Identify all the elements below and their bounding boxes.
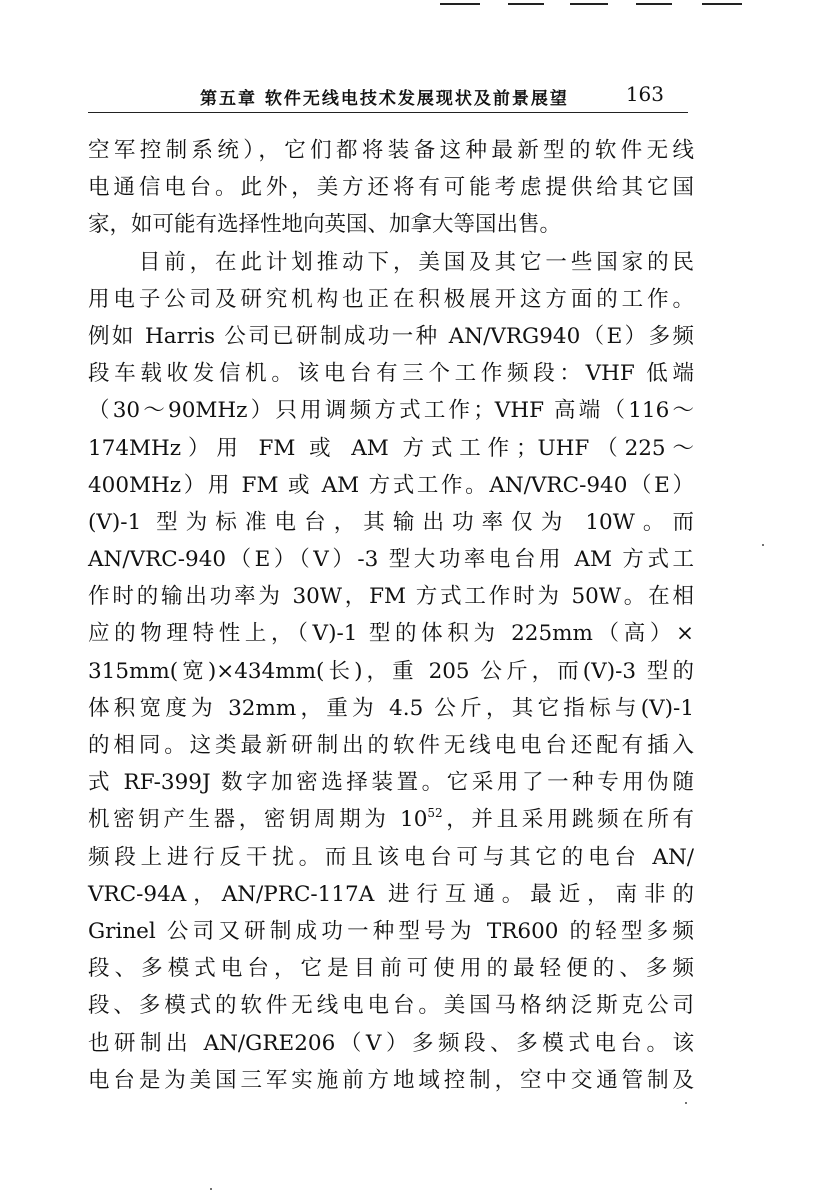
scan-speck xyxy=(762,544,764,546)
text-line: (V)-1 型为标准电台，其输出功率仅为 10W。而 xyxy=(88,509,694,535)
text-line: 400MHz）用 FM 或 AM 方式工作。AN/VRC-940（E） xyxy=(88,472,694,498)
text-line: （30～90MHz）只用调频方式工作；VHF 高端（116～ xyxy=(88,398,694,424)
scan-speck xyxy=(685,1102,687,1104)
page-number: 163 xyxy=(625,82,664,106)
text-line: 空军控制系统），它们都将装备这种最新型的软件无线 xyxy=(88,138,694,163)
text-line: 电台是为美国三军实施前方地域控制，空中交通管制及 xyxy=(88,1067,694,1093)
scan-speck xyxy=(210,1188,212,1190)
chapter-title: 第五章 软件无线电技术发展现状及前景展望 xyxy=(200,89,569,109)
text-line: 段车载收发信机。该电台有三个工作频段：VHF 低端 xyxy=(88,361,694,387)
text-line: 段、多模式电台，它是目前可使用的最轻便的、多频 xyxy=(88,956,694,982)
text-line: 315mm(宽)×434mm(长)，重 205 公斤，而(V)-3 型的 xyxy=(88,658,694,684)
text-line: 的相同。这类最新研制出的软件无线电电台还配有插入 xyxy=(88,733,694,758)
running-header xyxy=(88,80,688,113)
text-line: 频段上进行反干扰。而且该电台可与其它的电台 AN/ xyxy=(88,844,694,870)
text-line: 式 RF-399J 数字加密选择装置。它采用了一种专用伪随 xyxy=(88,770,694,796)
text-line: 段、多模式的软件无线电电台。美国马格纳泛斯克公司 xyxy=(88,993,694,1019)
text-line: 应的物理特性上，（V)-1 型的体积为 225mm（高）× xyxy=(88,621,694,647)
text-line: 作时的输出功率为 30W，FM 方式工作时为 50W。在相 xyxy=(88,584,694,610)
text-line: 也研制出 AN/GRE206（V）多频段、多模式电台。该 xyxy=(88,1030,694,1056)
text-line: Grinel 公司又研制成功一种型号为 TR600 的轻型多频 xyxy=(88,918,694,944)
text-line: 家，如可能有选择性地向英国、加拿大等国出售。 xyxy=(88,212,562,238)
text-line: 体积宽度为 32mm，重为 4.5 公斤，其它指标与(V)-1 xyxy=(88,695,694,721)
text-segment: ，并且采用跳频在所有 xyxy=(442,807,694,833)
text-line: 电通信电台。此外，美方还将有可能考虑提供给其它国 xyxy=(88,175,694,201)
body-text xyxy=(88,132,694,1099)
text-line: 174MHz）用 FM 或 AM 方式工作；UHF（225～ xyxy=(88,435,694,461)
text-line: VRC-94A，AN/PRC-117A 进行互通。最近，南非的 xyxy=(88,881,694,907)
text-segment: 机密钥产生器，密钥周期为 10 xyxy=(88,807,428,833)
text-line: 用电子公司及研究机构也正在积极展开这方面的工作。 xyxy=(88,286,694,312)
text-line: 目前，在此计划推动下，美国及其它一些国家的民 xyxy=(88,249,694,275)
text-line-with-superscript xyxy=(88,801,694,838)
top-edge-marks xyxy=(440,3,810,9)
text-line: AN/VRC-940（E）（V）-3 型大功率电台用 AM 方式工 xyxy=(88,547,694,573)
text-line: 例如 Harris 公司已研制成功一种 AN/VRG940（E）多频 xyxy=(88,323,694,349)
superscript-exponent: 52 xyxy=(427,806,443,821)
